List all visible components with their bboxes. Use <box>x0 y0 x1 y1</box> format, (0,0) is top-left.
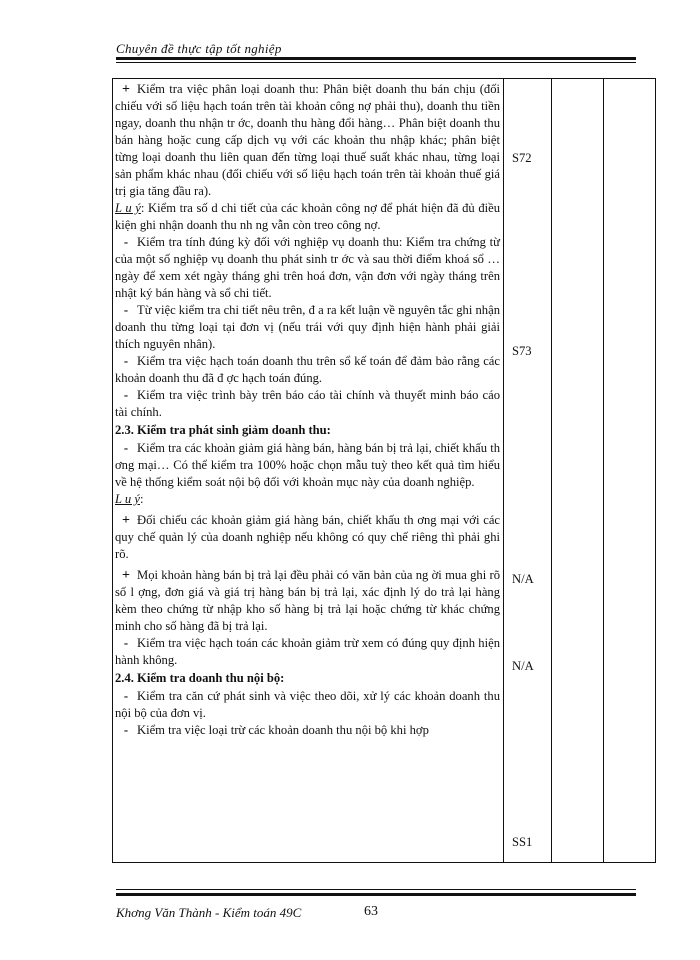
table-column-divider <box>503 78 504 863</box>
procedure-item: - Kiểm tra các khoản giảm giá hàng bán, hàng bán bị trả lại, chiết khấu th ơng mại… Có thể kiểm tra 100% hoặc chọn mẫu tuỳ theo kết quả tìm hiểu về hệ thống kiểm soát nội bộ đối với khoản mục này của doanh nghiệp. <box>115 441 500 489</box>
procedure-item: - Kiểm tra việc trình bày trên báo cáo tài chính và thuyết minh báo cáo tài chính. <box>115 388 500 419</box>
procedure-item: + Kiểm tra việc phân loại doanh thu: Phân biệt doanh thu bán chịu (đối chiếu với số liệu hạch toán trên tài khoản công nợ phải thu), doanh thu tiền ngay, doanh thu nhận tr ớc, doanh thu hàng đổi hàng… Phân biệt doanh thu bán hàng hoặc cung cấp dịch vụ với các khoản thu nhập khác; phân biệt từng loại doanh thu liên quan đến từng loại thuế suất khác nhau, từng loại sản phẩm khác nhau (đối chiếu với số liệu hạch toán trên tài khoản thuế giá trị gia tăng đầu ra). <box>115 82 500 198</box>
page-number: 63 <box>364 904 378 919</box>
note-label: L u ý <box>115 201 141 215</box>
procedure-item: - Kiểm tra việc loại trừ các khoản doanh thu nội bộ khi hợp <box>115 722 500 739</box>
bullet-marker: - <box>123 689 129 703</box>
ref-code: S72 <box>512 151 532 165</box>
procedure-item: + Đối chiếu các khoản giảm giá hàng bán, chiết khấu th ơng mại với các quy chế quản lý của doanh nghiệp nếu không có quy chế riêng thì phải ghi rõ. <box>115 513 500 561</box>
procedure-item: - Kiểm tra căn cứ phát sinh và việc theo dõi, xử lý các khoản doanh thu nội bộ của đơn vị. <box>115 689 500 720</box>
procedure-item: + Mọi khoản hàng bán bị trả lại đều phải có văn bản của ng ời mua ghi rõ số l ợng, đơn giá và giá trị hàng bán bị trả lại, xác định lý do trả lại hàng kèm theo chứng từ nhập kho số hàng bị trả lại hoặc chứng từ khác chứng minh cho số hàng đã bị trả lại. <box>115 568 500 633</box>
bullet-marker: - <box>123 303 129 317</box>
footer-author: Khơng Văn Thành - Kiểm toán 49C <box>116 905 302 920</box>
footer-rule-thin <box>116 889 636 890</box>
procedure-item: - Kiểm tra việc hạch toán các khoản giảm trừ xem có đúng quy định hiện hành không. <box>115 636 500 667</box>
section-heading: 2.4. Kiểm tra doanh thu nội bộ: <box>115 671 285 685</box>
bullet-marker: - <box>123 354 129 368</box>
procedure-cell <box>115 81 500 739</box>
bullet-marker: + <box>122 568 130 583</box>
procedure-item: - Kiểm tra việc hạch toán doanh thu trên sổ kế toán để đảm bảo rằng các khoản doanh thu đã đ ợc hạch toán đúng. <box>115 354 500 385</box>
header-rule-thick <box>116 57 636 60</box>
section-heading: 2.3. Kiểm tra phát sinh giảm doanh thu: <box>115 423 331 437</box>
page-header-title: Chuyên đề thực tập tốt nghiệp <box>116 41 282 56</box>
procedure-item: - Kiểm tra tính đúng kỳ đối với nghiệp vụ doanh thu: Kiểm tra chứng từ của một số nghiệp vụ doanh thu phát sinh tr ớc và sau thời điểm khoá sổ … ngày để xem xét ngày tháng ghi trên hoá đơn, vận đơn với ngày tháng trên nhật ký bán hàng và sổ chi tiết. <box>115 235 500 300</box>
bullet-marker: - <box>123 441 129 455</box>
procedure-note: L u ý: Kiểm tra số d chi tiết của các khoản công nợ để phát hiện đã đủ điều kiện ghi nhận doanh thu nh ng vẫn còn treo công nợ. <box>115 201 500 232</box>
procedure-note: L u ý: <box>115 492 144 506</box>
bullet-marker: + <box>122 513 130 528</box>
ref-code: SS1 <box>512 835 533 849</box>
ref-code: N/A <box>512 572 534 586</box>
note-label: L u ý <box>115 492 140 506</box>
table-column-divider <box>551 78 552 863</box>
ref-code: N/A <box>512 659 534 673</box>
bullet-marker: - <box>123 636 129 650</box>
bullet-marker: - <box>123 388 129 402</box>
footer-rule-thick <box>116 893 636 896</box>
procedure-item: - Từ việc kiểm tra chi tiết nêu trên, đ a ra kết luận về nguyên tắc ghi nhận doanh thu từng loại tại đơn vị (nếu trái với quy định hiện hành phải giải thích nguyên nhân). <box>115 303 500 351</box>
table-column-divider <box>603 78 604 863</box>
bullet-marker: - <box>123 723 129 737</box>
header-rule-thin <box>116 62 636 63</box>
bullet-marker: + <box>122 82 130 97</box>
ref-code: S73 <box>512 344 532 358</box>
bullet-marker: - <box>123 235 129 249</box>
